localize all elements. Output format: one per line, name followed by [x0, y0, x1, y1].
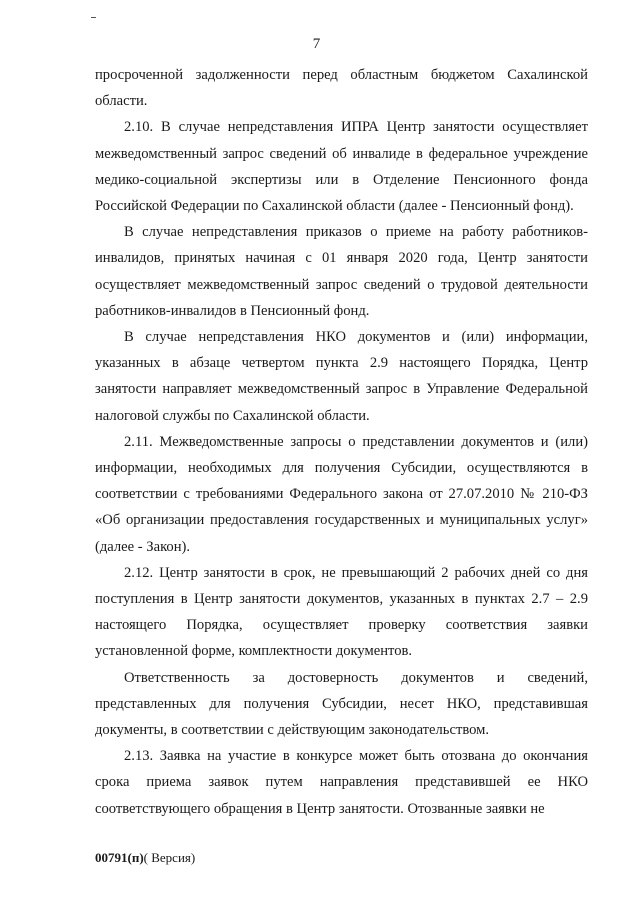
paragraph-2-13: 2.13. Заявка на участие в конкурсе может быть отозвана до окончания срока приема заявок путем направления представившей ее НКО соответствующего обращения в Центр занятости. Отозванные заявки не [95, 748, 588, 817]
page-number: 7 [312, 36, 321, 52]
document-code: 00791(п) [95, 850, 144, 865]
document-body [95, 62, 588, 822]
paragraph-responsibility: Ответственность за достоверность документов и сведений, представленных для получения Субсидии, несет НКО, представившая документы, в соответствии с действующим законодательством. [95, 669, 588, 739]
paragraph-2-10: 2.10. В случае непредставления ИПРА Центр занятости осуществляет межведомственный запрос сведений об инвалиде в федеральное учреждение медико-социальной экспертизы или в Отделение Пенсионного фонда Российской Федерации по Сахалинской области (далее - Пенсионный фонд). [95, 119, 588, 215]
paragraph-2-12: 2.12. Центр занятости в срок, не превышающий 2 рабочих дней со дня поступления в Центр занятости документов, указанных в пунктах 2.7 – 2.9 настоящего Порядка, осуществляет проверку соответствия заявки установленной форме, комплектности документов. [95, 564, 588, 660]
paragraph-continuation: просроченной задолженности перед областным бюджетом Сахалинской области. [95, 67, 588, 110]
version-label: ( Версия) [143, 850, 196, 865]
paragraph-hiring-orders: В случае непредставления приказов о приеме на работу работников-инвалидов, принятых начиная с 01 января 2020 года, Центр занятости осуществляет межведомственный запрос сведений о трудовой деятельности работников-инвалидов в Пенсионный фонд. [95, 224, 588, 319]
document-footer [95, 850, 195, 866]
scan-artifact-mark [91, 17, 96, 18]
paragraph-2-11: 2.11. Межведомственные запросы о представлении документов и (или) информации, необходимых для получения Субсидии, осуществляются в соответствии с требованиями Федерального закона от 27.07.2010 № 210-ФЗ «Об организации предоставления государственных и муниципальных услуг» (далее - Закон). [95, 433, 588, 555]
paragraph-nko-documents: В случае непредставления НКО документов и (или) информации, указанных в абзаце четвертом пункта 2.9 настоящего Порядка, Центр занятости направляет межведомственный запрос в Управление Федеральной налоговой службы по Сахалинской области. [95, 329, 588, 424]
